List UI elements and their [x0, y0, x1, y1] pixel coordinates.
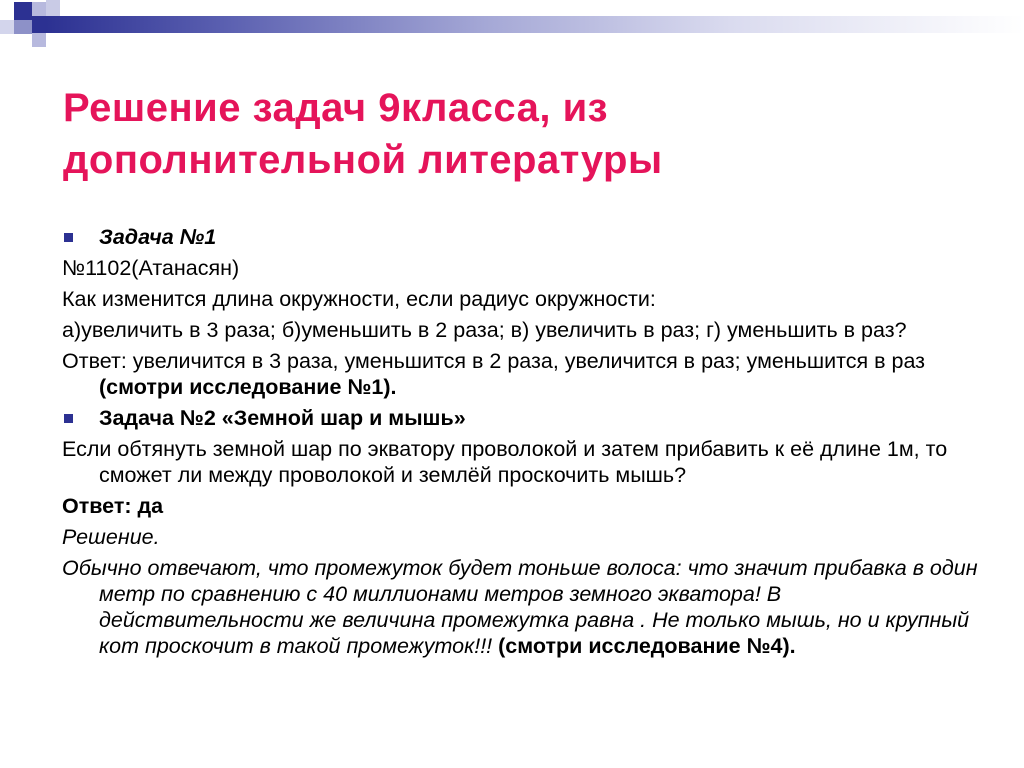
square-bullet-icon [64, 233, 73, 242]
task2-solution-text: Обычно отвечают, что промежуток будет тоньше волоса: что значит прибавка в один метр по сравнению с 40 миллионами метров земного экватора! В действительности же величина промежутка равна . Не только мышь, но и крупный кот проскочит в такой промежуток!!! [62, 556, 978, 658]
slide-title-line-1: Решение задач 9класса, из [63, 86, 609, 130]
slide-body [62, 224, 982, 664]
slide-title [63, 82, 963, 186]
task1-answer [62, 348, 982, 400]
decorative-square [14, 2, 32, 20]
task1-source: №1102(Атанасян) [62, 256, 240, 280]
task2-solution-label: Решение. [62, 525, 160, 549]
square-bullet-icon [64, 414, 73, 423]
slide-title-line-2: дополнительной литературы [63, 138, 663, 182]
task1-options: а)увеличить в 3 раза; б)уменьшить в 2 раза; в) увеличить в раз; г) уменьшить в раз? [62, 318, 907, 342]
header-gradient-band [46, 16, 1024, 33]
task2-question: Если обтянуть земной шар по экватору проволокой и затем прибавить к её длине 1м, то сможет ли между проволокой и землёй проскочить мышь? [62, 437, 948, 487]
decorative-square [0, 20, 14, 34]
task2-heading: Задача №2 «Земной шар и мышь» [99, 406, 466, 430]
task1-heading: Задача №1 [99, 225, 217, 249]
task2-answer: Ответ: да [62, 494, 164, 518]
task2-heading-item [62, 405, 982, 431]
task1-answer-text: Ответ: увеличится в 3 раза, уменьшится в 2 раза, увеличится в раз; уменьшится в раз [62, 349, 926, 373]
decorative-square [32, 33, 46, 47]
task1-question: Как изменится длина окружности, если радиус окружности: [62, 287, 656, 311]
task1-heading-item [62, 224, 982, 250]
decorative-square [14, 20, 32, 34]
task2-solution-reference: (смотри исследование №4). [498, 634, 796, 658]
task2-solution [62, 555, 982, 659]
decorative-square [32, 2, 46, 16]
decorative-square [46, 0, 60, 16]
decorative-square [32, 16, 46, 33]
task1-answer-reference: (смотри исследование №1). [99, 375, 397, 399]
